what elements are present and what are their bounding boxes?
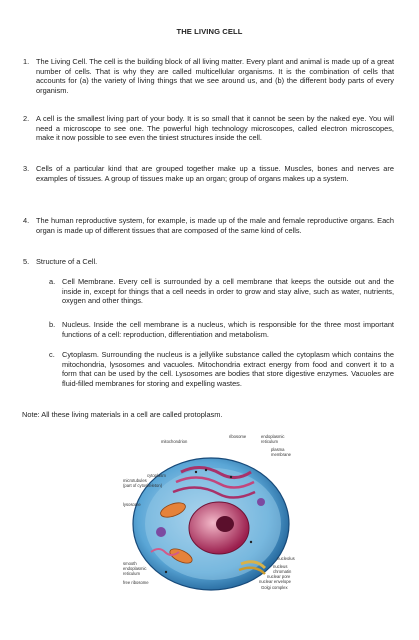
list-text: The human reproductive system, for example, is made up of the male and female reproductive organs. Each organ is made up of different tissues that are composed of the same kind of cells. [36,216,394,235]
label-cytoplasm: cytoplasm [147,473,166,478]
label-pm-2: membrane [271,452,292,457]
label-nuclear-pore: nuclear pore [267,574,291,579]
label-nuclear-envelope: nuclear envelope [259,579,291,584]
label-cytoskeleton: (part of cytoskeleton) [123,483,163,488]
label-golgi: Golgi complex [261,585,288,590]
sub-text: Cell Membrane. Every cell is surrounded by a cell membrane that keeps the outside out and the inside in, except for things that a cell needs in order to grow and stay alive, such as water, nutrients, oxygen and other things. [62,277,394,306]
label-er-1: endoplasmic [261,434,285,439]
list-number: 4. [23,216,30,225]
label-microtubules: microtubules [123,478,147,483]
list-number: 5. [23,257,30,266]
list-number: 3. [23,164,30,173]
label-ribosome: ribosome [229,434,247,439]
label-chromatin: chromatin [273,569,292,574]
label-mitochondrion: mitochondrion [161,439,188,444]
label-er-2: reticulum [261,439,278,444]
list-number: 1. [23,57,30,66]
label-pm-1: plasma [271,447,285,452]
cell-diagram [121,432,299,607]
list-text: The Living Cell. The cell is the building block of all living matter. Every plant and animal is made up of a great number of cells. That is why they are called multicellular organisms. It is the combination of cells that accounts for (a) the variety of living things that we see around us, and (b) the different body parts of every organism. [36,57,394,95]
label-endoplasmic: endoplasmic [123,566,147,571]
list-text: A cell is the smallest living part of your body. It is so small that it cannot be seen by the naked eye. You will need a microscope to see one. The powerful high technology microscopes, called electron microscopes, make it now possible to see even the tiniest structures inside the cell. [36,114,394,143]
label-smooth: smooth [123,561,137,566]
list-item-5 [23,257,394,267]
list-item-3 [23,164,394,183]
sub-item-c [49,350,394,388]
note-text: Note: All these living materials in a cell are called protoplasm. [22,410,223,419]
list-item-2 [23,114,394,143]
page-title: THE LIVING CELL [176,27,243,36]
list-number: 2. [23,114,30,123]
list-text: Cells of a particular kind that are grouped together make up a tissue. Muscles, bones and nerves are examples of tissues. A group of tissues make up an organ; group of organs makes up a system. [36,164,394,183]
list-text: Structure of a Cell. [36,257,98,266]
sub-letter: b. [49,320,56,329]
cell-illustration [121,432,299,607]
sub-text: Nucleus. Inside the cell membrane is a nucleus, which is responsible for the three most important functions of a cell: reproduction, differentiation and metabolism. [62,320,394,339]
sub-item-a [49,277,394,306]
sub-text: Cytoplasm. Surrounding the nucleus is a jellylike substance called the cytoplasm which contains the mitochondria, lysosomes and vacuoles. Mitochondria extract energy from food and convert it to a form that can be used by the cell. Lysosomes are bodies that store digestive enzymes. Vacuoles are fluid-filled membranes for storing and expelling wastes. [62,350,394,388]
lysosome-shape [156,527,166,537]
list-item-4 [23,216,394,235]
sub-letter: a. [49,277,56,286]
sub-letter: c. [49,350,55,359]
nucleolus-shape [216,516,234,532]
sub-item-b [49,320,394,339]
label-nucleolus: nucleolus [277,556,295,561]
list-item-1 [23,57,394,95]
label-lysosome: lysosome [123,502,141,507]
label-reticulum: reticulum [123,571,140,576]
label-free-ribosome: free ribosome [123,580,149,585]
label-nucleus: nucleus [273,564,288,569]
